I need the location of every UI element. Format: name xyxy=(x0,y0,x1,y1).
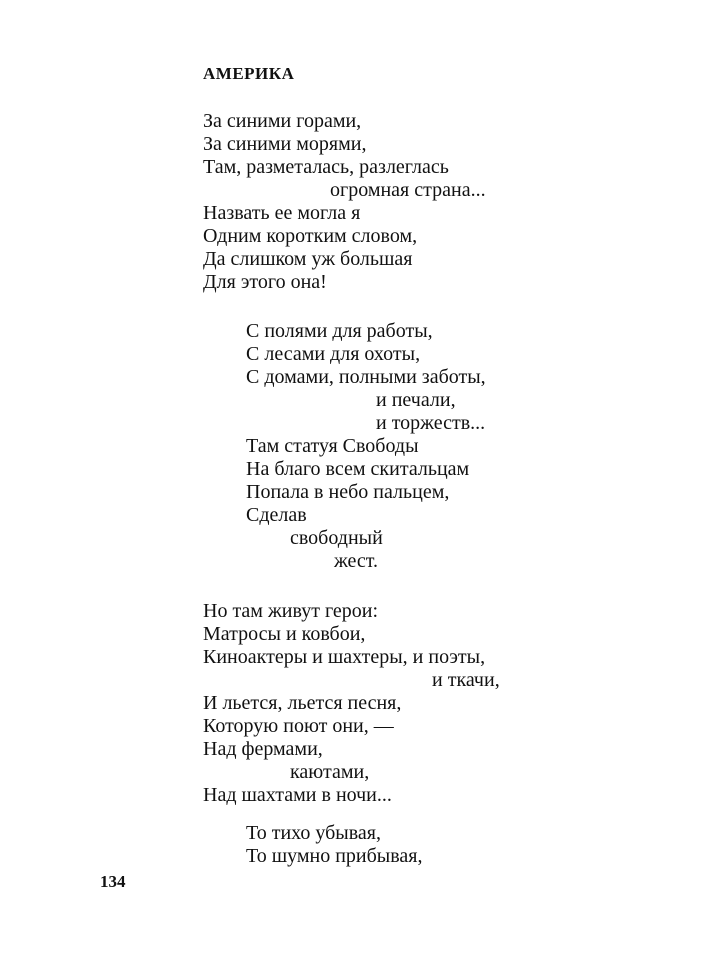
poem-line: и печали, xyxy=(376,389,456,411)
poem-line: Для этого она! xyxy=(203,271,327,293)
poem-line: С лесами для охоты, xyxy=(246,343,421,365)
poem-line: Которую поют они, — xyxy=(203,715,394,737)
poem-line: Матросы и ковбои, xyxy=(203,623,366,645)
poem-line: Сделав xyxy=(246,504,307,526)
poem-line: огромная страна... xyxy=(330,179,486,201)
poem-line: Одним коротким словом, xyxy=(203,225,418,247)
poem-line: И льется, льется песня, xyxy=(203,692,402,714)
poem-line: Попала в небо пальцем, xyxy=(246,481,450,503)
poem-line: Назвать ее могла я xyxy=(203,202,361,224)
poem-line: На благо всем скитальцам xyxy=(246,458,470,480)
poem-line: За синими горами, xyxy=(203,110,362,132)
poem-line: Над фермами, xyxy=(203,738,323,760)
poem-line: Но там живут герои: xyxy=(203,600,379,622)
poem-line: свободный xyxy=(290,527,383,549)
poem-line: Там, разметалась, разлеглась xyxy=(203,156,449,178)
poem-line: каютами, xyxy=(290,761,370,783)
poem-line: Да слишком уж большая xyxy=(203,248,413,270)
poem-line: То шумно прибывая, xyxy=(246,845,423,867)
poem-line: и ткачи, xyxy=(432,669,500,691)
poem-line: Над шахтами в ночи... xyxy=(203,784,392,806)
poem-line: За синими морями, xyxy=(203,133,367,155)
poem-line: и торжеств... xyxy=(376,412,486,434)
poem-line: С полями для работы, xyxy=(246,320,433,342)
poem-line: С домами, полными заботы, xyxy=(246,366,486,388)
poem-line: Там статуя Свободы xyxy=(246,435,419,457)
poem-line: Киноактеры и шахтеры, и поэты, xyxy=(203,646,486,668)
page-number: 134 xyxy=(100,872,126,891)
poem-title: АМЕРИКА xyxy=(203,64,295,83)
poem-line: То тихо убывая, xyxy=(246,822,381,844)
poem-line: жест. xyxy=(334,550,379,572)
